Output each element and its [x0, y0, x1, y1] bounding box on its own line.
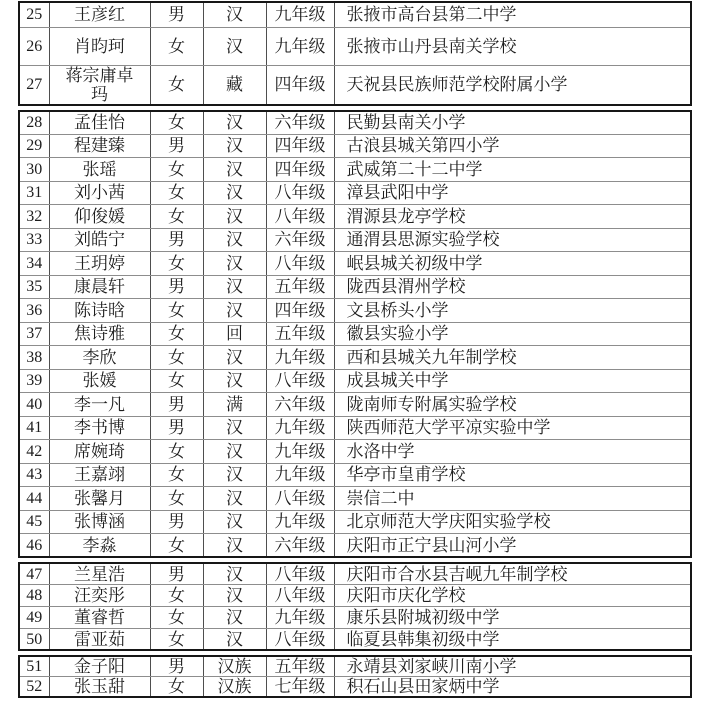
cell-name: 蒋宗庸卓玛	[49, 65, 150, 105]
table-row	[19, 534, 691, 558]
cell-name: 仰俊媛	[49, 205, 150, 229]
cell-ethnicity: 汉	[203, 158, 266, 182]
cell-num: 34	[19, 252, 49, 276]
cell-school: 崇信二中	[334, 487, 691, 511]
cell-grade: 四年级	[266, 134, 334, 158]
cell-num: 31	[19, 181, 49, 205]
cell-school: 通渭县思源实验学校	[334, 228, 691, 252]
cell-school: 庆阳市庆化学校	[334, 585, 691, 607]
cell-grade: 六年级	[266, 534, 334, 558]
cell-name: 焦诗雅	[49, 322, 150, 346]
cell-grade: 六年级	[266, 228, 334, 252]
cell-grade: 九年级	[266, 346, 334, 370]
cell-num: 36	[19, 299, 49, 323]
cell-gender: 女	[150, 158, 203, 182]
cell-gender: 男	[150, 228, 203, 252]
table-row	[19, 656, 691, 677]
cell-ethnicity: 汉	[203, 534, 266, 558]
cell-gender: 女	[150, 440, 203, 464]
cell-num: 40	[19, 393, 49, 417]
cell-grade: 四年级	[266, 158, 334, 182]
cell-num: 45	[19, 510, 49, 534]
cell-ethnicity: 汉	[203, 607, 266, 629]
cell-school: 张掖市高台县第二中学	[334, 2, 691, 27]
table-row	[19, 205, 691, 229]
cell-name: 兰星浩	[49, 563, 150, 585]
table-row	[19, 299, 691, 323]
cell-grade: 八年级	[266, 628, 334, 650]
cell-grade: 六年级	[266, 393, 334, 417]
cell-school: 武威第二十二中学	[334, 158, 691, 182]
table-row	[19, 369, 691, 393]
cell-ethnicity: 汉	[203, 2, 266, 27]
cell-num: 32	[19, 205, 49, 229]
cell-gender: 男	[150, 416, 203, 440]
cell-ethnicity: 藏	[203, 65, 266, 105]
cell-school: 永靖县刘家峡川南小学	[334, 656, 691, 677]
cell-school: 陕西师范大学平凉实验中学	[334, 416, 691, 440]
table-row	[19, 2, 691, 27]
cell-gender: 女	[150, 677, 203, 698]
cell-grade: 九年级	[266, 463, 334, 487]
cell-num: 26	[19, 27, 49, 65]
cell-school: 天祝县民族师范学校附属小学	[334, 65, 691, 105]
table-block-4	[18, 655, 692, 698]
cell-name: 张玉甜	[49, 677, 150, 698]
cell-gender: 女	[150, 607, 203, 629]
cell-ethnicity: 汉	[203, 440, 266, 464]
cell-ethnicity: 汉	[203, 585, 266, 607]
cell-ethnicity: 汉	[203, 463, 266, 487]
table-block-2	[18, 110, 692, 559]
cell-school: 成县城关中学	[334, 369, 691, 393]
cell-gender: 男	[150, 2, 203, 27]
cell-num: 48	[19, 585, 49, 607]
cell-grade: 八年级	[266, 585, 334, 607]
cell-ethnicity: 汉	[203, 111, 266, 135]
table-row	[19, 393, 691, 417]
cell-gender: 女	[150, 65, 203, 105]
cell-school: 漳县武阳中学	[334, 181, 691, 205]
cell-num: 52	[19, 677, 49, 698]
cell-name: 肖昀珂	[49, 27, 150, 65]
table-row	[19, 563, 691, 585]
cell-ethnicity: 汉族	[203, 677, 266, 698]
table-row	[19, 158, 691, 182]
cell-ethnicity: 汉	[203, 205, 266, 229]
cell-name: 张馨月	[49, 487, 150, 511]
cell-num: 49	[19, 607, 49, 629]
cell-num: 30	[19, 158, 49, 182]
cell-school: 康乐县附城初级中学	[334, 607, 691, 629]
table-row	[19, 228, 691, 252]
cell-school: 徽县实验小学	[334, 322, 691, 346]
cell-ethnicity: 汉族	[203, 656, 266, 677]
cell-num: 25	[19, 2, 49, 27]
cell-name: 张博涵	[49, 510, 150, 534]
cell-name: 王玥婷	[49, 252, 150, 276]
cell-num: 35	[19, 275, 49, 299]
document-page	[0, 1, 706, 714]
table-row	[19, 585, 691, 607]
cell-num: 28	[19, 111, 49, 135]
cell-ethnicity: 汉	[203, 416, 266, 440]
table-row	[19, 487, 691, 511]
cell-ethnicity: 汉	[203, 275, 266, 299]
cell-gender: 女	[150, 369, 203, 393]
cell-num: 46	[19, 534, 49, 558]
cell-grade: 七年级	[266, 677, 334, 698]
cell-name: 程建臻	[49, 134, 150, 158]
table-row	[19, 440, 691, 464]
cell-ethnicity: 汉	[203, 510, 266, 534]
table-row	[19, 27, 691, 65]
cell-ethnicity: 汉	[203, 628, 266, 650]
cell-ethnicity: 汉	[203, 27, 266, 65]
cell-gender: 女	[150, 299, 203, 323]
cell-grade: 四年级	[266, 299, 334, 323]
cell-gender: 男	[150, 563, 203, 585]
cell-name: 李书博	[49, 416, 150, 440]
table-row	[19, 181, 691, 205]
table-row	[19, 628, 691, 650]
cell-gender: 女	[150, 534, 203, 558]
cell-gender: 女	[150, 205, 203, 229]
cell-num: 37	[19, 322, 49, 346]
cell-name: 金子阳	[49, 656, 150, 677]
cell-num: 42	[19, 440, 49, 464]
table-row	[19, 252, 691, 276]
cell-gender: 女	[150, 585, 203, 607]
cell-school: 庆阳市正宁县山河小学	[334, 534, 691, 558]
cell-ethnicity: 满	[203, 393, 266, 417]
cell-gender: 女	[150, 628, 203, 650]
cell-gender: 女	[150, 463, 203, 487]
cell-grade: 八年级	[266, 205, 334, 229]
cell-name: 王彦红	[49, 2, 150, 27]
cell-num: 41	[19, 416, 49, 440]
cell-ethnicity: 汉	[203, 228, 266, 252]
cell-grade: 九年级	[266, 607, 334, 629]
cell-num: 39	[19, 369, 49, 393]
cell-school: 华亭市皇甫学校	[334, 463, 691, 487]
cell-gender: 女	[150, 181, 203, 205]
cell-school: 北京师范大学庆阳实验学校	[334, 510, 691, 534]
cell-grade: 九年级	[266, 27, 334, 65]
cell-grade: 八年级	[266, 563, 334, 585]
cell-grade: 四年级	[266, 65, 334, 105]
cell-ethnicity: 汉	[203, 252, 266, 276]
cell-school: 水洛中学	[334, 440, 691, 464]
cell-name: 李一凡	[49, 393, 150, 417]
table-block-3	[18, 562, 692, 651]
table-row	[19, 346, 691, 370]
cell-grade: 五年级	[266, 656, 334, 677]
cell-num: 47	[19, 563, 49, 585]
table-row	[19, 510, 691, 534]
cell-gender: 女	[150, 346, 203, 370]
table-row	[19, 322, 691, 346]
cell-name: 席婉琦	[49, 440, 150, 464]
cell-gender: 男	[150, 510, 203, 534]
cell-gender: 男	[150, 275, 203, 299]
cell-num: 33	[19, 228, 49, 252]
table-row	[19, 134, 691, 158]
cell-name: 陈诗晗	[49, 299, 150, 323]
cell-school: 陇西县渭州学校	[334, 275, 691, 299]
cell-grade: 九年级	[266, 440, 334, 464]
cell-name: 李欣	[49, 346, 150, 370]
table-row	[19, 416, 691, 440]
cell-name: 王嘉翊	[49, 463, 150, 487]
cell-school: 西和县城关九年制学校	[334, 346, 691, 370]
cell-name: 孟佳怡	[49, 111, 150, 135]
cell-grade: 九年级	[266, 416, 334, 440]
cell-gender: 女	[150, 487, 203, 511]
cell-num: 43	[19, 463, 49, 487]
cell-grade: 八年级	[266, 369, 334, 393]
cell-name: 刘皓宁	[49, 228, 150, 252]
cell-gender: 男	[150, 134, 203, 158]
cell-ethnicity: 汉	[203, 487, 266, 511]
cell-name: 李淼	[49, 534, 150, 558]
cell-school: 渭源县龙亭学校	[334, 205, 691, 229]
cell-school: 临夏县韩集初级中学	[334, 628, 691, 650]
cell-ethnicity: 汉	[203, 181, 266, 205]
cell-num: 38	[19, 346, 49, 370]
cell-grade: 九年级	[266, 2, 334, 27]
cell-name: 张媛	[49, 369, 150, 393]
cell-ethnicity: 汉	[203, 563, 266, 585]
cell-school: 文县桥头小学	[334, 299, 691, 323]
table-row	[19, 65, 691, 105]
cell-gender: 女	[150, 252, 203, 276]
cell-num: 44	[19, 487, 49, 511]
cell-grade: 八年级	[266, 181, 334, 205]
cell-name: 康晨轩	[49, 275, 150, 299]
cell-school: 庆阳市合水县吉岘九年制学校	[334, 563, 691, 585]
table-row	[19, 275, 691, 299]
cell-num: 50	[19, 628, 49, 650]
cell-ethnicity: 汉	[203, 369, 266, 393]
cell-ethnicity: 汉	[203, 134, 266, 158]
cell-gender: 女	[150, 27, 203, 65]
table-row	[19, 111, 691, 135]
cell-name: 董睿哲	[49, 607, 150, 629]
cell-num: 29	[19, 134, 49, 158]
cell-ethnicity: 回	[203, 322, 266, 346]
cell-school: 古浪县城关第四小学	[334, 134, 691, 158]
cell-ethnicity: 汉	[203, 299, 266, 323]
cell-name: 汪奕彤	[49, 585, 150, 607]
cell-gender: 男	[150, 393, 203, 417]
table-row	[19, 677, 691, 698]
cell-num: 51	[19, 656, 49, 677]
cell-grade: 五年级	[266, 322, 334, 346]
cell-school: 张掖市山丹县南关学校	[334, 27, 691, 65]
cell-name: 雷亚茹	[49, 628, 150, 650]
cell-school: 陇南师专附属实验学校	[334, 393, 691, 417]
table-row	[19, 463, 691, 487]
student-roster-table	[0, 1, 706, 698]
cell-grade: 九年级	[266, 510, 334, 534]
cell-name: 张瑶	[49, 158, 150, 182]
cell-num: 27	[19, 65, 49, 105]
cell-grade: 八年级	[266, 487, 334, 511]
cell-grade: 八年级	[266, 252, 334, 276]
cell-gender: 男	[150, 656, 203, 677]
cell-school: 积石山县田家炳中学	[334, 677, 691, 698]
table-block-1	[18, 1, 692, 106]
cell-ethnicity: 汉	[203, 346, 266, 370]
cell-school: 岷县城关初级中学	[334, 252, 691, 276]
table-row	[19, 607, 691, 629]
cell-name: 刘小茜	[49, 181, 150, 205]
cell-gender: 女	[150, 111, 203, 135]
cell-grade: 五年级	[266, 275, 334, 299]
cell-gender: 女	[150, 322, 203, 346]
cell-school: 民勤县南关小学	[334, 111, 691, 135]
cell-grade: 六年级	[266, 111, 334, 135]
